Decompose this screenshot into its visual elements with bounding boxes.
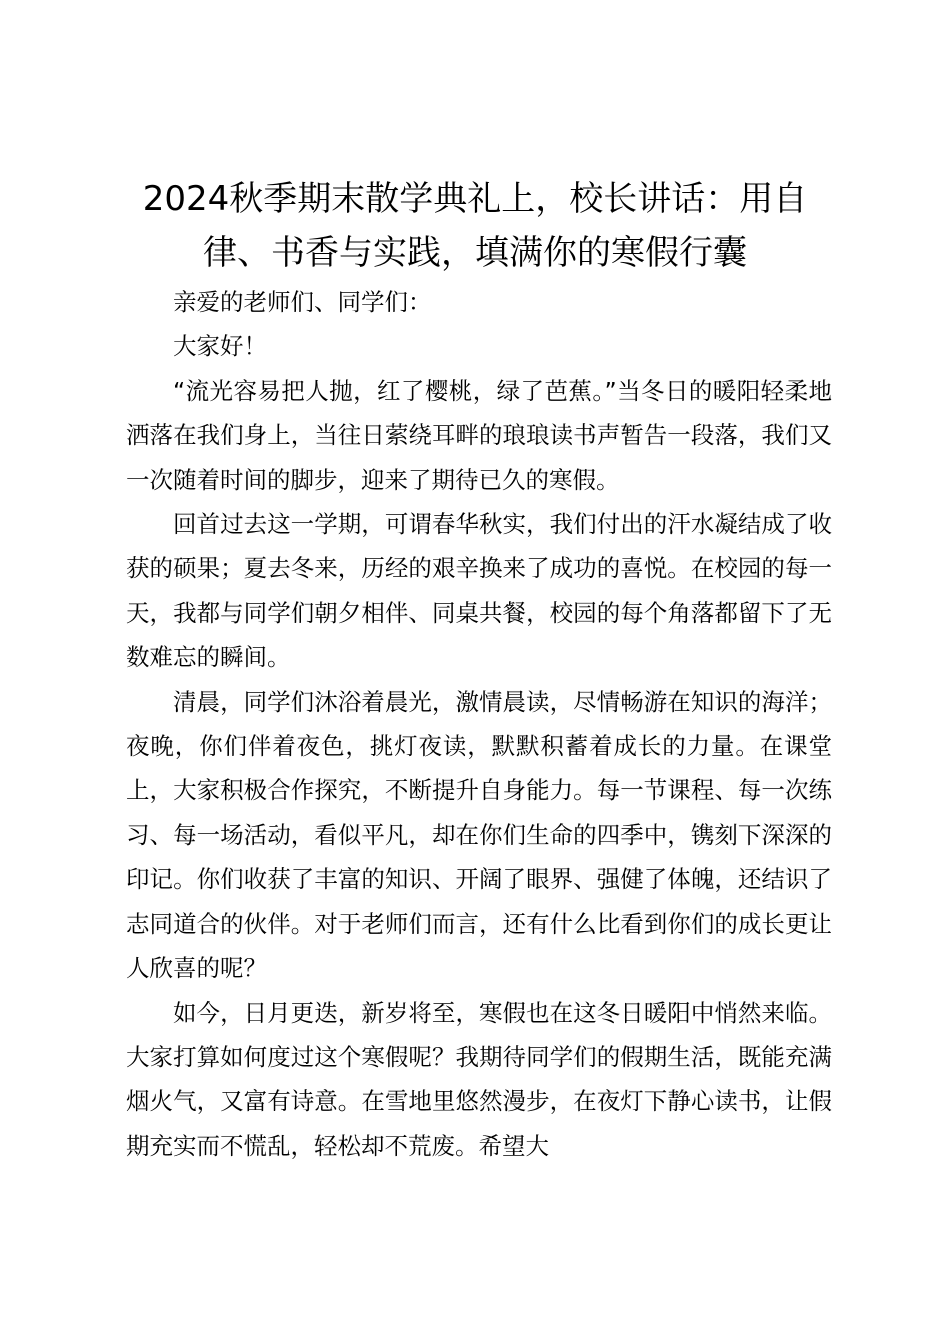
document-body bbox=[126, 280, 832, 1168]
greeting: 大家好！ bbox=[173, 332, 267, 361]
paragraph: 清晨，同学们沐浴着晨光，激情晨读，尽情畅游在知识的海洋；夜晚，你们伴着夜色，挑灯夜读，默默积蓄着成长的力量。在课堂上，大家积极合作探究，不断提升自身能力。每一节课程、每一次练习、每一场活动，看似平凡，却在你们生命的四季中，镌刻下深深的印记。你们收获了丰富的知识、开阔了眼界、强健了体魄，还结识了志同道合的伙伴。对于老师们而言，还有什么比看到你们的成长更让人欣喜的呢？ bbox=[126, 687, 832, 983]
paragraph: 如今，日月更迭，新岁将至，寒假也在这冬日暖阳中悄然来临。大家打算如何度过这个寒假呢？我期待同学们的假期生活，既能充满烟火气，又富有诗意。在雪地里悠然漫步，在夜灯下静心读书，让假期充实而不慌乱，轻松却不荒废。希望大 bbox=[126, 998, 832, 1160]
paragraph: 回首过去这一学期，可谓春华秋实，我们付出的汗水凝结成了收获的硕果；夏去冬来，历经的艰辛换来了成功的喜悦。在校园的每一天，我都与同学们朝夕相伴、同桌共餐，校园的每个角落都留下了无数难忘的瞬间。 bbox=[126, 510, 832, 672]
paragraph: “流光容易把人抛，红了樱桃，绿了芭蕉。”当冬日的暖阳轻柔地洒落在我们身上，当往日萦绕耳畔的琅琅读书声暂告一段落，我们又一次随着时间的脚步，迎来了期待已久的寒假。 bbox=[126, 376, 832, 494]
document-title: 2024秋季期末散学典礼上，校长讲话：用自律、书香与实践，填满你的寒假行囊 bbox=[142, 179, 808, 273]
salutation: 亲爱的老师们、同学们： bbox=[173, 288, 432, 316]
